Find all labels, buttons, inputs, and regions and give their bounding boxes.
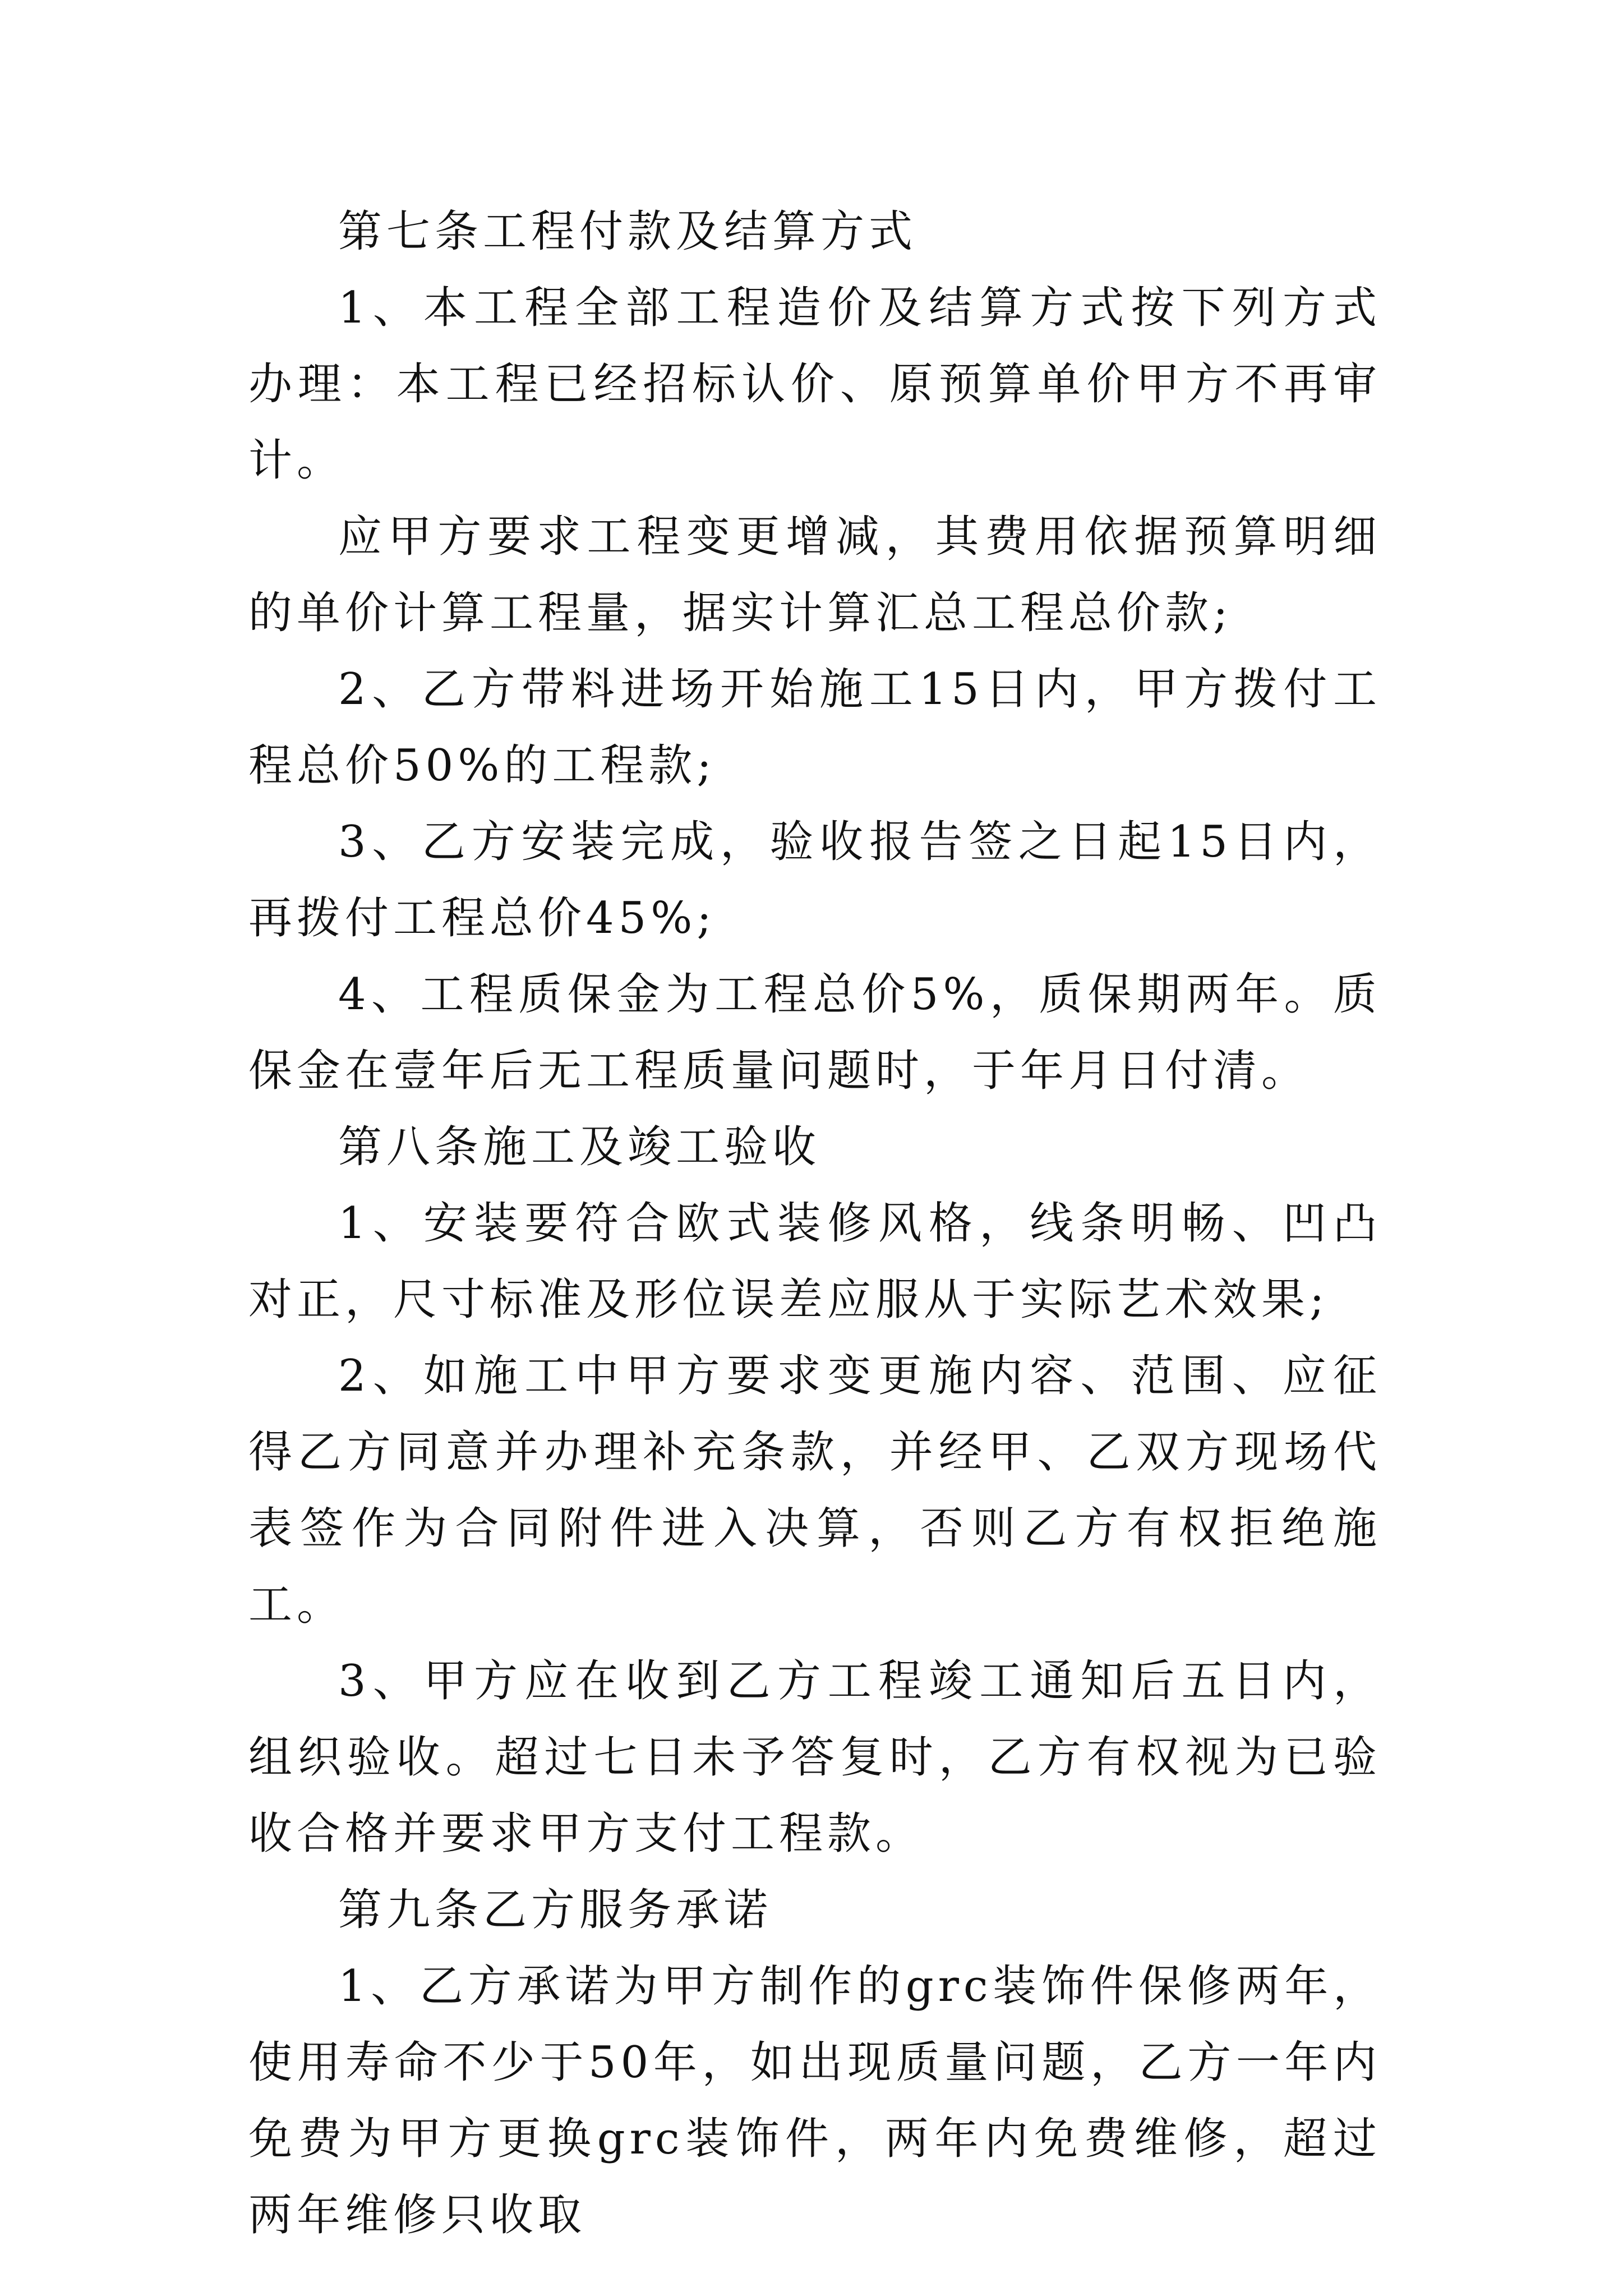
section-heading-article-8: 第八条施工及竣工验收 bbox=[338, 1122, 821, 1172]
paragraph: 应甲方要求工程变更增减，其费用依据预算明细的单价计算工程量，据实计算汇总工程总价款; bbox=[248, 512, 1381, 638]
paragraph: 3、乙方安装完成，验收报告签之日起15日内，再拨付工程总价45%; bbox=[248, 817, 1381, 944]
section-heading-article-7: 第七条工程付款及结算方式 bbox=[338, 206, 917, 257]
paragraph: 3、甲方应在收到乙方工程竣工通知后五日内，组织验收。超过七日未予答复时，乙方有权视为已验收合格并要求甲方支付工程款。 bbox=[248, 1656, 1381, 1859]
section-heading-article-9: 第九条乙方服务承诺 bbox=[338, 1885, 773, 1935]
document-page bbox=[248, 194, 1381, 2253]
paragraph: 4、工程质保金为工程总价5%，质保期两年。质保金在壹年后无工程质量问题时，于年月日付清。 bbox=[248, 969, 1381, 1096]
paragraph: 1、安装要符合欧式装修风格，线条明畅、凹凸对正，尺寸标准及形位误差应服从于实际艺术效果; bbox=[248, 1198, 1381, 1325]
paragraph: 1、乙方承诺为甲方制作的grc装饰件保修两年，使用寿命不少于50年，如出现质量问题，乙方一年内免费为甲方更换grc装饰件，两年内免费维修，超过两年维修只收取 bbox=[248, 1961, 1381, 2240]
paragraph: 1、本工程全部工程造价及结算方式按下列方式办理：本工程已经招标认价、原预算单价甲方不再审计。 bbox=[248, 283, 1381, 486]
paragraph: 2、乙方带料进场开始施工15日内，甲方拨付工程总价50%的工程款; bbox=[248, 664, 1381, 791]
paragraph: 2、如施工中甲方要求变更施内容、范围、应征得乙方同意并办理补充条款，并经甲、乙双方现场代表签作为合同附件进入决算，否则乙方有权拒绝施工。 bbox=[248, 1351, 1381, 1630]
